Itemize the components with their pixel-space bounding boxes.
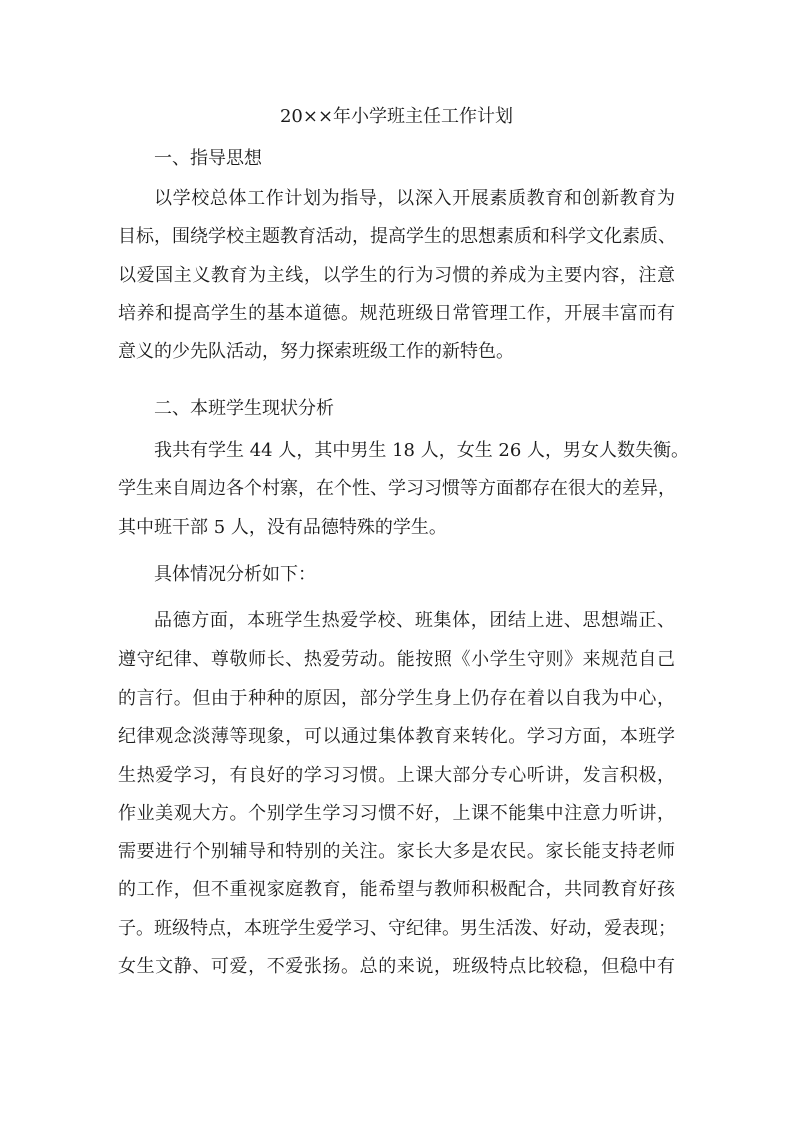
paragraph-line: 子。班级特点，本班学生爱学习、守纪律。男生活泼、好动，爱表现；: [118, 918, 676, 939]
paragraph-line: 目标，围绕学校主题教育活动，提高学生的思想素质和科学文化素质、: [118, 226, 676, 247]
paragraph-line: 的言行。但由于种种的原因，部分学生身上仍存在着以自我为中心，: [118, 688, 675, 709]
paragraph-line: 女生文静、可爱，不爱张扬。总的来说，班级特点比较稳，但稳中有: [118, 956, 675, 977]
paragraph-line: 生热爱学习，有良好的学习习惯。上课大部分专心听讲，发言积极，: [118, 765, 675, 786]
paragraph-line: 以爱国主义教育为主线，以学生的行为习惯的养成为主要内容，注意: [118, 265, 675, 286]
paragraph-line: 品德方面，本班学生热爱学校、班集体，团结上进、思想端正、: [154, 610, 675, 631]
paragraph-line: 纪律观念淡薄等现象，可以通过集体教育来转化。学习方面，本班学: [118, 726, 675, 747]
paragraph-line: 培养和提高学生的基本道德。规范班级日常管理工作，开展丰富而有: [118, 303, 675, 324]
paragraph-line: 的工作，但不重视家庭教育，能希望与教师积极配合，共同教育好孩: [118, 879, 675, 900]
paragraph-line: 具体情况分析如下：: [154, 564, 316, 585]
paragraph-line: 学生来自周边各个村寨，在个性、学习习惯等方面都存在很大的差异，: [118, 478, 676, 499]
paragraph-line: 我共有学生 44 人，其中男生 18 人，女生 26 人，男女人数失衡。: [154, 440, 690, 461]
section-heading: 一、指导思想: [154, 148, 262, 169]
paragraph-line: 需要进行个别辅导和特别的关注。家长大多是农民。家长能支持老师: [118, 841, 675, 862]
paragraph-line: 以学校总体工作计划为指导，以深入开展素质教育和创新教育为: [154, 188, 675, 209]
paragraph-line: 意义的少先队活动，努力探索班级工作的新特色。: [118, 341, 514, 362]
document-title: 20××年小学班主任工作计划: [279, 106, 514, 127]
paragraph-line: 遵守纪律、尊敬师长、热爱劳动。能按照《小学生守则》来规范自己: [118, 649, 675, 670]
paragraph-line: 其中班干部 5 人，没有品德特殊的学生。: [118, 517, 447, 538]
section-heading: 二、本班学生现状分析: [154, 398, 334, 419]
paragraph-line: 作业美观大方。个别学生学习习惯不好，上课不能集中注意力听讲，: [118, 803, 675, 824]
